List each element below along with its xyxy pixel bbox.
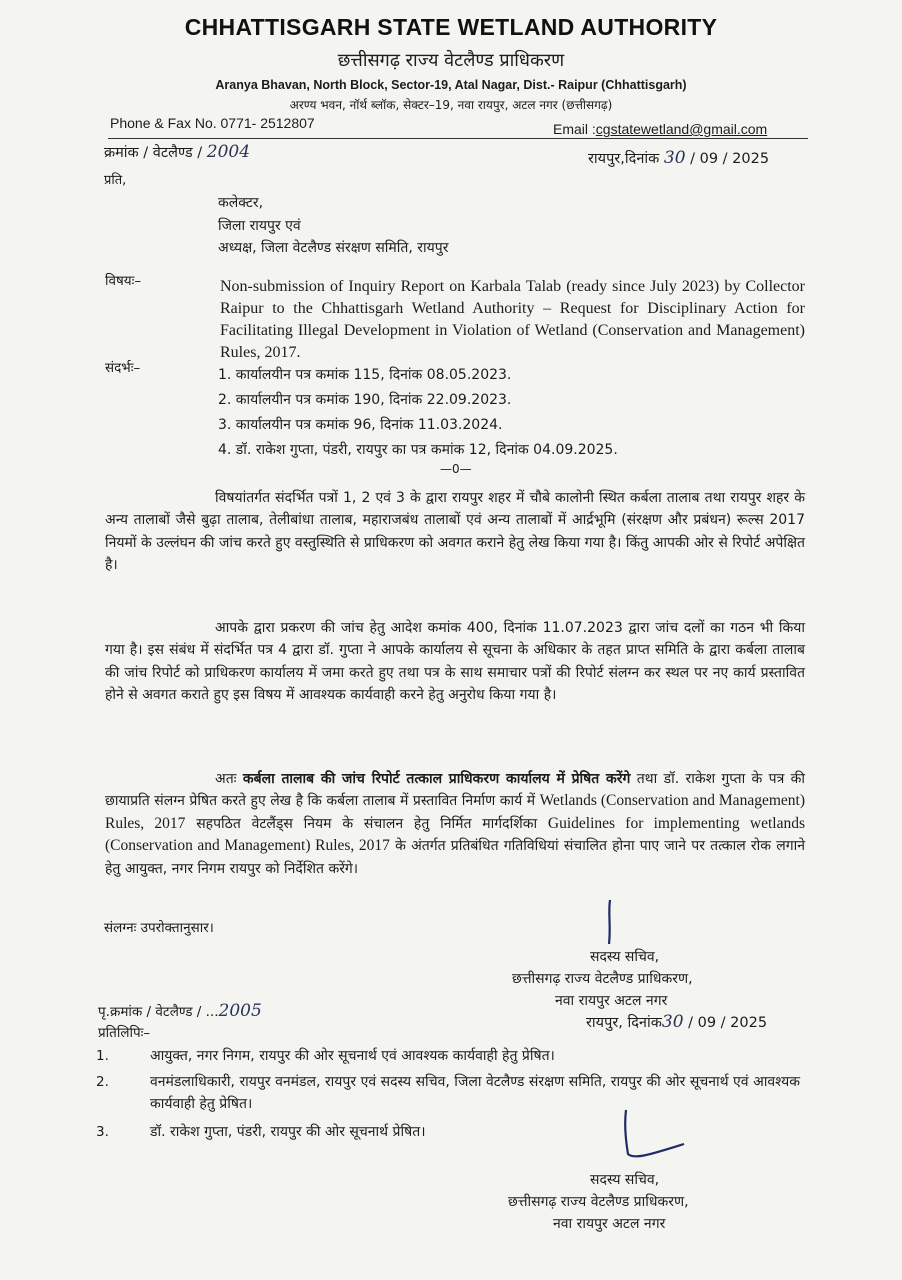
copy-item-number: 1. [96,1048,109,1064]
signature-mark [612,1108,692,1168]
handwritten-copy-number: 2005 [218,1001,262,1021]
body-paragraph-3 [105,768,805,880]
copy-to-label: प्रतिलिपिः– [98,1025,151,1041]
signature-mark [590,898,630,950]
signatory-title: सदस्य सचिव, [590,949,660,965]
reference-label: क्रमांक / वेटलैण्ड / [104,145,203,161]
handwritten-copy-date-day: 30 [661,1012,684,1032]
copy-item-text: वनमंडलाधिकारी, रायपुर वनमंडल, रायपुर एवं सदस्य सचिव, जिला वेटलैण्ड संरक्षण समिति, रायपुर की ओर सूचनार्थ एवं आवश्यक कार्यवाही हेतु प्रेषित। [150,1074,800,1112]
reference-item: 2. कार्यालयीन पत्र कमांक 190, दिनांक 22.09.2023. [218,392,512,408]
addressee-line: जिला रायपुर एवं [218,218,301,234]
to-label: प्रति, [104,173,127,188]
para3-lead: अतः [215,771,237,787]
addressee-line: कलेक्टर, [218,195,264,211]
body-paragraph-2: आपके द्वारा प्रकरण की जांच हेतु आदेश कमांक 400, दिनांक 11.07.2023 द्वारा जांच दलों का गठन भी किया गया है। इस संबंध में संदर्भित पत्र 4 द्वारा डॉ. गुप्ता ने आपके कार्यालय से सूचना के अधिकार के तहत प्राप्त समिति के द्वारा कर्बला तालाब की जांच रिपोर्ट को प्राधिकरण कार्यालय में जमा करते हुए तथा पत्र के साथ समाचार पत्रों की रिपोर्ट संलग्न कर स्थल पर नए कार्य प्रस्तावित होने से अवगत कराते हुए इस विषय में आवश्यक कार्यवाही करने हेतु अनुरोध किया गया है। [105,620,805,704]
letterhead-divider [108,138,808,139]
para3-rules-name: Wetlands (Conservation and Management) Rules, 2017 [105,792,805,832]
para3-text-a: तथा डॉ. राकेश गुप्ता के पत्र की छायाप्रति संलग्न प्रेषित करते हुए लेख है कि कर्बला तालाब में प्रस्तावित निर्माण कार्य में [105,771,806,810]
para3-emphasis: कर्बला तालाब की जांच रिपोर्ट तत्काल प्राधिकरण कार्यालय में प्रेषित करेंगे [242,771,631,787]
signatory-organization: छत्तीसगढ़ राज्य वेटलैण्ड प्राधिकरण, [512,971,693,987]
letter-date [588,148,769,168]
copy-date-rest: / 09 / 2025 [688,1015,768,1031]
copy-item-number: 3. [96,1124,109,1140]
copy-item-text: आयुक्त, नगर निगम, रायपुर की ओर सूचनार्थ एवं आवश्यक कार्यवाही हेतु प्रेषित। [150,1048,555,1064]
organization-title-hindi: छत्तीसगढ़ राज्य वेटलैण्ड प्राधिकरण [337,50,565,71]
addressee-line: अध्यक्ष, जिला वेटलैण्ड संरक्षण समिति, रायपुर [218,240,449,256]
copy-date-label: रायपुर, दिनांक [586,1015,662,1031]
para3-text-b: सहपठित वेटलैंड्स नियम के संचालन हेतु निर्मित मार्गदर्शिका [196,815,538,832]
copy-item-number: 2. [96,1074,109,1090]
references-label: संदर्भः– [105,360,141,376]
address-english: Aranya Bhavan, North Block, Sector-19, Atal Nagar, Dist.- Raipur (Chhattisgarh) [215,78,687,92]
signatory-location: नवा रायपुर अटल नगर [555,993,668,1009]
email-line [553,121,767,137]
copy-reference [98,1001,262,1021]
body-paragraph-1: विषयांतर्गत संदर्भित पत्रों 1, 2 एवं 3 के द्वारा रायपुर शहर में चौबे कालोनी स्थित कर्बला तालाब तथा रायपुर शहर के अन्य तालाबों जैसे बुढ़ा तालाब, तेलीबांधा तालाब, महाराजबंध तालाबों एवं अन्य तालाबों में आर्द्रभूमि (संरक्षण और प्रबंधन) रूल्स 2017 नियमों के उल्लंघन की जांच करते हुए वस्तुस्थिति से प्राधिकरण को अवगत कराने हेतु लेख किया गया है। किंतु आपकी ओर से रिपोर्ट अपेक्षित है। [105,490,805,574]
date-label: रायपुर,दिनांक [588,151,660,167]
enclosure-note: संलग्नः उपरोक्तानुसार। [104,920,214,936]
email-address[interactable]: cgstatewetland@gmail.com [595,121,768,137]
copy-date [586,1012,767,1032]
separator-mark: —0— [440,462,472,476]
subject-text: Non-submission of Inquiry Report on Karbala Talab (ready since July 2023) by Collector Raipur to the Chhattisgarh Wetland Authority – Request for Disciplinary Action for Facilitating Illegal Development in Violation of Wetland (Conservation and Management) Rules, 2017. [220,278,805,361]
para3-text-c: के अंतर्गत प्रतिबंधित गतिविधियां संचालित होना पाए जाने पर तत्काल रोक लगाने हेतु आयुक्त, नगर निगम रायपुर को निर्देशित करेंगे। [105,838,806,877]
reference-item: 3. कार्यालयीन पत्र कमांक 96, दिनांक 11.03.2024. [218,417,503,433]
handwritten-date-day: 30 [663,148,686,168]
signatory-location: नवा रायपुर अटल नगर [553,1216,666,1232]
signatory-title: सदस्य सचिव, [590,1172,660,1188]
organization-title: CHHATTISGARH STATE WETLAND AUTHORITY [184,14,718,40]
reference-number [104,142,250,162]
copy-item-text: डॉ. राकेश गुप्ता, पंडरी, रायपुर की ओर सूचनार्थ प्रेषित। [150,1124,426,1140]
para3-guidelines-name: Guidelines for implementing wetlands (Conservation and Management) Rules, 2017 [105,814,805,855]
signatory-organization: छत्तीसगढ़ राज्य वेटलैण्ड प्राधिकरण, [508,1194,689,1210]
subject-label: विषयः– [105,273,142,289]
handwritten-reference-number: 2004 [206,142,251,162]
date-rest: / 09 / 2025 [690,151,770,167]
address-hindi: अरण्य भवन, नॉर्थ ब्लॉक, सेक्टर–19, नवा रायपुर, अटल नगर (छत्तीसगढ़) [289,98,613,112]
phone-fax: Phone & Fax No. 0771- 2512807 [110,115,315,131]
copy-reference-label: पृ.क्रमांक / वेटलैण्ड / ... [98,1004,219,1020]
reference-item: 4. डॉ. राकेश गुप्ता, पंडरी, रायपुर का पत्र कमांक 12, दिनांक 04.09.2025. [218,442,618,458]
reference-item: 1. कार्यालयीन पत्र कमांक 115, दिनांक 08.05.2023. [218,367,512,383]
email-label: Email : [553,121,596,137]
